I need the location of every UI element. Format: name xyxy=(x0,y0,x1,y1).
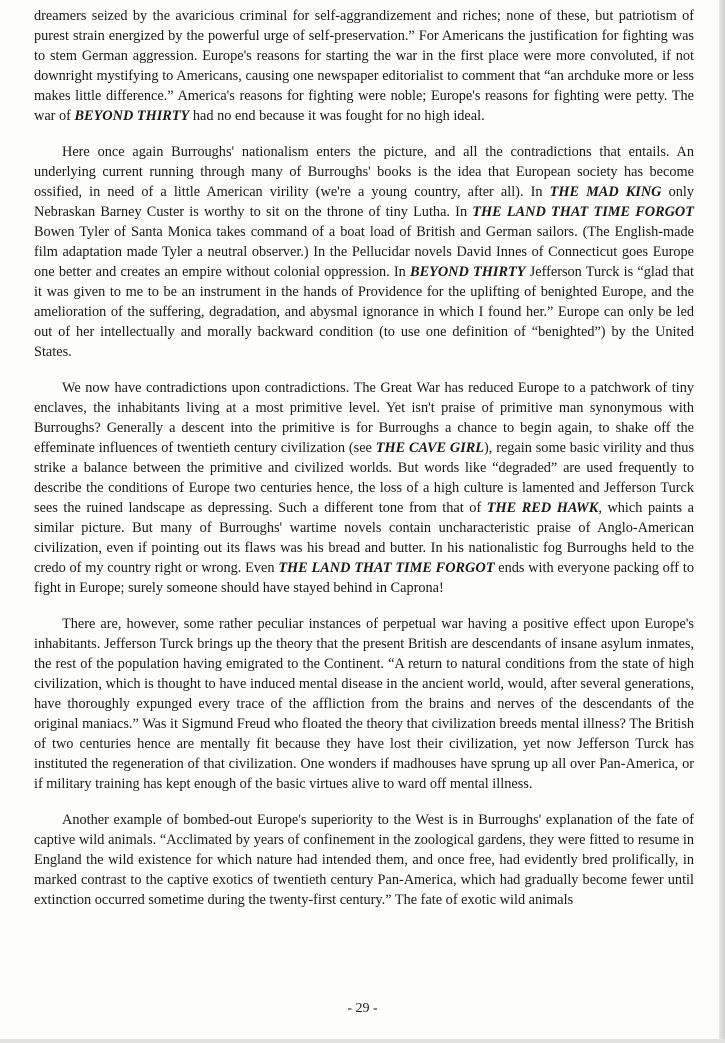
book-title: BEYOND THIRTY xyxy=(74,108,190,124)
paragraph xyxy=(34,614,694,794)
page-bottom-edge xyxy=(0,1039,725,1043)
book-title: THE CAVE GIRL xyxy=(375,440,485,456)
paragraph-text: Jefferson Turck is “glad that it was given to me to be an instrument in the hands of Providence for the uplifting of benighted Europe, and the amelioration of the suffering, degradation, and abysmal ignorance in which I found her.” Europe can only be led out of her intellectually and morally backward condition (to use one definition of “benighted”) by the United States. xyxy=(34,264,694,360)
paragraph xyxy=(34,378,694,598)
book-title: BEYOND THIRTY xyxy=(410,264,526,280)
paragraph-text: , which paints a similar picture. But many of Burroughs' wartime novels contain uncharacteristic praise of Anglo-American civilization, even if pointing out its flaws was his bread and butter. In his nationalistic fog Burroughs held to the credo of my country right or wrong. Even xyxy=(34,500,695,576)
paragraph xyxy=(34,6,694,126)
paragraph-text: Bowen Tyler of Santa Monica takes command of a boat load of British and German sailors. (The English-made film adaptation made Tyler a neutral observer.) In the Pellucidar novels David Innes of Connecticut goes Europe one better and creates an empire without colonial oppression. In xyxy=(34,224,694,280)
page-edge-shadow xyxy=(719,0,725,1043)
paragraph-text: Another example of bombed-out Europe's superiority to the West is in Burroughs' explanation of the fate of captive wild animals. “Acclimated by years of confinement in the zoological gardens, they were fitted to resume in England the wild existence for which nature had intended them, and once free, had evidently bred prolifically, in marked contrast to the captive exotics of twentieth century Pan-America, which had gradually become fewer until extinction occurred sometime during the twenty-first century.” The fate of exotic wild animals xyxy=(34,812,694,908)
paragraph-text: ends with everyone packing off to fight in Europe; surely someone should have stayed behind in Caprona! xyxy=(34,560,694,596)
book-title: THE LAND THAT TIME FORGOT xyxy=(472,204,694,220)
paragraph xyxy=(34,142,694,362)
book-title: THE RED HAWK xyxy=(486,500,599,516)
paragraph-text: had no end because it was fought for no high ideal. xyxy=(189,108,485,124)
paragraph-text: dreamers seized by the avaricious criminal for self-aggrandizement and riches; none of these, but patriotism of purest strain energized by the powerful urge of self-preservation.” For Americans the justification for fighting was to stem German aggression. Europe's reasons for starting the war in the first place were more convoluted, if not downright mystifying to Americans, causing one newspaper editorialist to comment that “an archduke more or less makes little difference.” America's reasons for fighting were noble; Europe's reasons for fighting were petty. The war of xyxy=(34,8,694,124)
body-text xyxy=(34,6,694,926)
paragraph-text: only Nebraskan Barney Custer is worthy to sit on the throne of tiny Lutha. In xyxy=(34,184,695,220)
paragraph-text: There are, however, some rather peculiar instances of perpetual war having a positive effect upon Europe's inhabitants. Jefferson Turck brings up the theory that the present British are descendants of insane asylum inmates, the rest of the population having emigrated to the Continent. “A return to natural conditions from the state of high civilization, which is thought to have induced mental disease in the ancient world, would, after several generations, have thoroughly expunged every trace of the affliction from the brains and nerves of the descendants of the original maniacs.” Was it Sigmund Freud who floated the theory that civilization breeds mental illness? The British of two centuries hence are mentally fit because they have lost their civilization, yet now Jefferson Turck has instituted the regeneration of that civilization. One wonders if madhouses have sprung up all over Pan-America, or if military training has kept enough of the basic virtues alive to ward off mental illness. xyxy=(34,616,694,792)
book-title: THE LAND THAT TIME FORGOT xyxy=(278,560,495,576)
paragraph xyxy=(34,810,694,910)
paragraph-text: We now have contradictions upon contradictions. The Great War has reduced Europe to a patchwork of tiny enclaves, the inhabitants living at a most primitive level. Yet isn't praise of primitive man synonymous with Burroughs? Generally a descent into the primitive is for Burroughs a chance to begin again, to shake off the effeminate influences of twentieth century civilization (see xyxy=(34,380,694,456)
paragraph-text: ), regain some basic virility and thus strike a balance between the primitive and civilized worlds. But words like “degraded” are used frequently to describe the conditions of Europe two centuries hence, the loss of a high culture is lamented and Jefferson Turck sees the ruined landscape as depressing. Such a different tone from that of xyxy=(34,440,695,516)
paragraph-text: Here once again Burroughs' nationalism enters the picture, and all the contradictions that entails. An underlying current running through many of Burroughs' books is the idea that European society has become ossified, in need of a little American virility (we're a young country, after all). In xyxy=(34,144,694,200)
book-title: THE MAD KING xyxy=(549,184,662,200)
page-number: - 29 - xyxy=(347,1001,378,1016)
